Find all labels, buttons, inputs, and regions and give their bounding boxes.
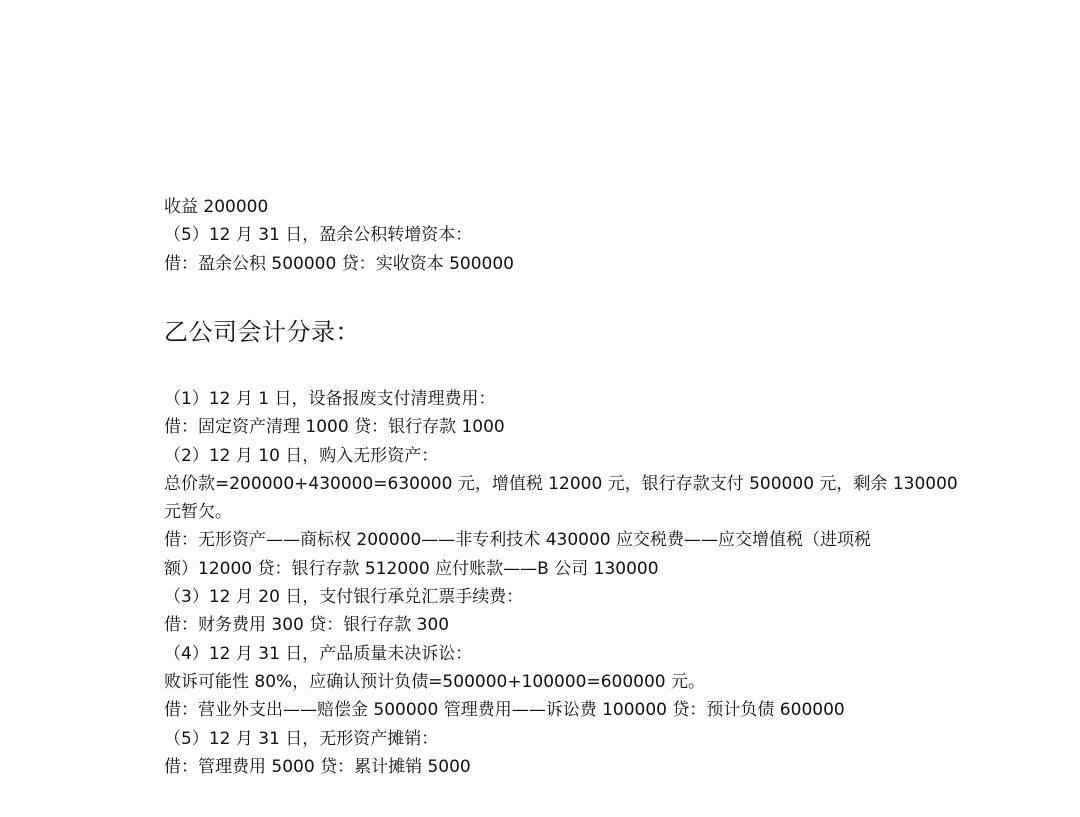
section-b-text [164, 385, 958, 781]
text-line: （5）12 月 31 日，无形资产摊销： [164, 728, 439, 749]
text-line: 总价款=200000+430000=630000 元，增值税 12000 元，银行存款支付 500000 元，剩余 130000 [164, 473, 958, 494]
text-line: 败诉可能性 80%，应确认预计负债=500000+100000=600000 元。 [164, 671, 706, 692]
text-line: 借：盈余公积 500000 贷：实收资本 500000 [164, 253, 515, 274]
text-line: 借：管理费用 5000 贷：累计摊销 5000 [164, 756, 471, 777]
text-line: （1）12 月 1 日，设备报废支付清理费用： [164, 389, 496, 409]
text-line: 额）12000 贷：银行存款 512000 应付账款——B 公司 130000 [164, 558, 659, 579]
section-heading: 乙公司会计分录： [164, 318, 360, 346]
text-line: 借：无形资产——商标权 200000——非专利技术 430000 应交税费——应交增值税（进项税 [164, 530, 872, 551]
text-line: （3）12 月 20 日，支付银行承兑汇票手续费： [164, 587, 524, 608]
text-line: 元暂欠。 [164, 502, 232, 523]
text-line: （2）12 月 10 日，购入无形资产： [164, 445, 439, 466]
text-line: 借：营业外支出——赔偿金 500000 管理费用——诉讼费 100000 贷：预计负债 600000 [164, 700, 845, 721]
text-line: 收益 200000 [164, 197, 269, 217]
section-a-text [164, 193, 924, 278]
text-line: （5）12 月 31 日，盈余公积转增资本： [164, 225, 473, 246]
text-line: 借：财务费用 300 贷：银行存款 300 [164, 615, 450, 636]
text-line: （4）12 月 31 日，产品质量未决诉讼： [164, 643, 473, 664]
text-line: 借：固定资产清理 1000 贷：银行存款 1000 [164, 417, 505, 438]
